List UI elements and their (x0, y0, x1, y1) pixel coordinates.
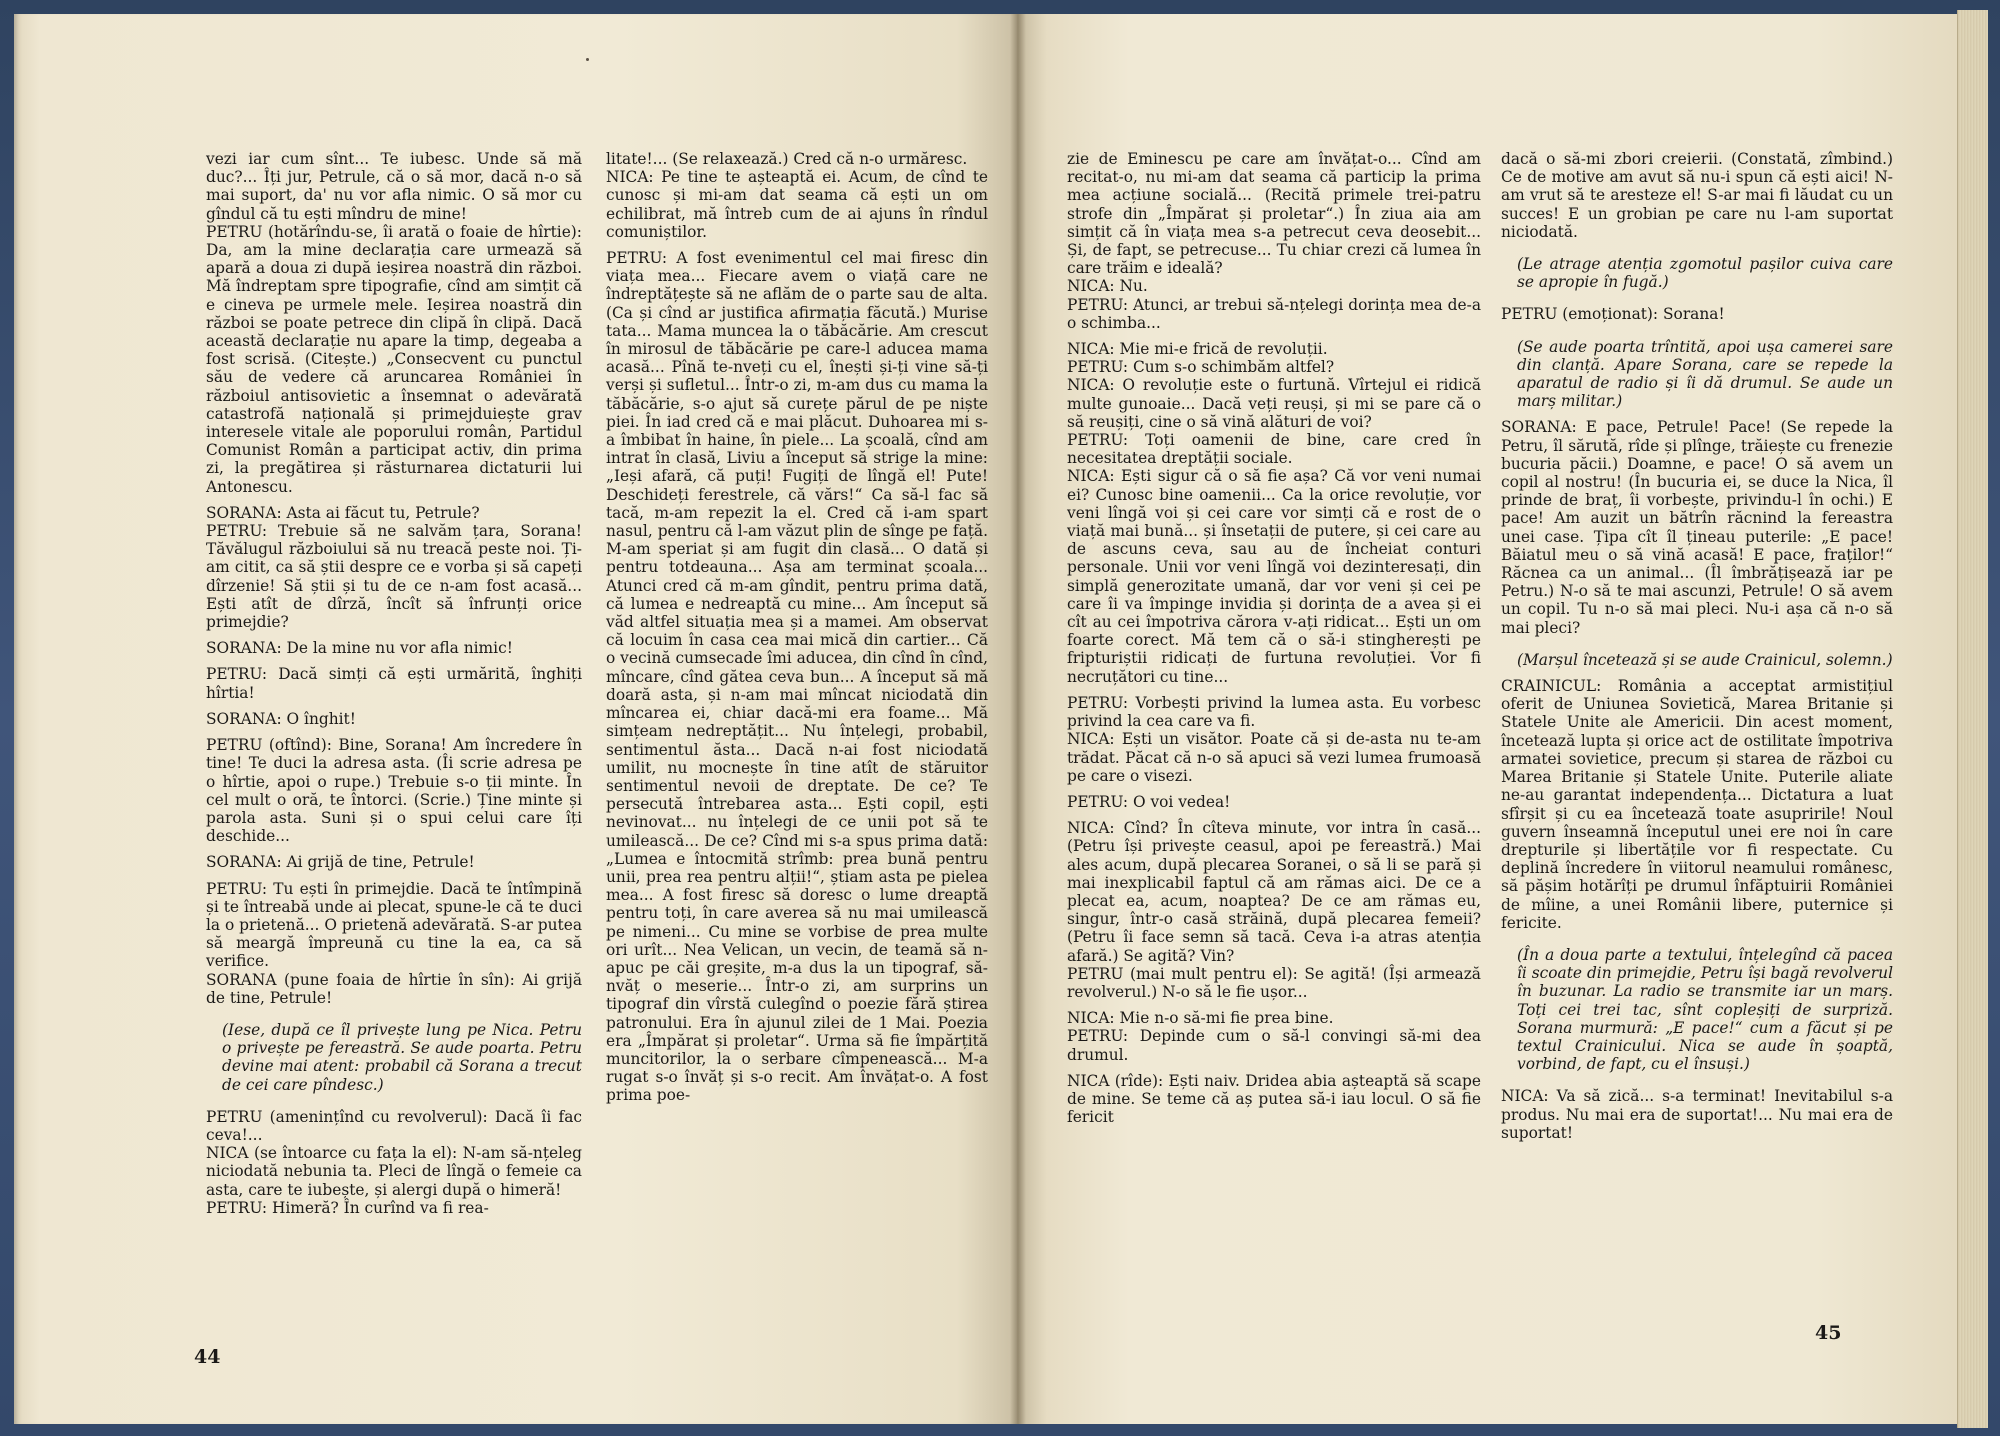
stage-direction: (Se aude poarta trîntită, apoi ușa camerei sare din clanță. Apare Sorana, care se repede la aparatul de radio și îi dă drumul. Se aude un marș militar.) (1517, 337, 1893, 411)
dialogue-line: NICA: Cînd? În cîteva minute, vor intra în casă... (Petru își privește ceasul, apoi pe fereastră.) Mai ales acum, după plecarea Soranei, o să li se pară și mai inexplicabil faptul că am rămas aici. De ce a plecat ea, acum, noaptea? De ce am rămas eu, singur, într-o casă străină, după plecarea femeii? (Petru îi face semn să tacă. Ceva i-a atras atenția afară.) Se agită? Vin? (1067, 819, 1481, 965)
stage-direction: (Le atrage atenția zgomotul pașilor cuiva care se apropie în fugă.) (1517, 255, 1893, 292)
dialogue-line: PETRU: O voi vedea! (1067, 792, 1231, 811)
dialogue-line: PETRU: Himeră? În curînd va fi rea- (206, 1198, 489, 1217)
dialogue-line: PETRU (oftînd): Bine, Sorana! Am încredere în tine! Te duci la adresa asta. (Îi scrie adresa pe o hîrtie, apoi o rupe.) Trebuie s-o ții minte. În cel mult o oră, te întorci. (Scrie.) Ține minte și parola asta. Suni și o spui celui care îți deschide... (206, 736, 582, 846)
dialogue-line: PETRU: Depinde cum o să-l convingi să-mi dea drumul. (1067, 1027, 1481, 1064)
text-paragraph: zie de Eminescu pe care am învățat-o... Cînd am recitat-o, nu mi-am dat seama că particip la prima mea acțiune socială... (Recită primele trei-patru strofe din „Împărat și proletar“.) În ziua aia am simțit că în viața mea s-a petrecut ceva deosebit... Și, de fapt, se petrecuse... Tu chiar crezi că lumea în care trăim e ideală? (1067, 150, 1481, 278)
dialogue-line: PETRU: Atunci, ar trebui să-nțelegi dorința mea de-a o schimba... (1067, 295, 1481, 332)
dialogue-line: PETRU: Vorbești privind la lumea asta. Eu vorbesc privind la cea care va fi. (1067, 693, 1481, 731)
page-number-right: 45 (1815, 1322, 1842, 1344)
dialogue-line: PETRU: Tu ești în primejdie. Dacă te întîmpină și te întreabă unde ai plecat, spune-le că te duci la o prietenă... O prietenă adevărată. S-ar putea să meargă împreună cu tine la ea, ca să verifice. (206, 879, 583, 971)
page-number-left: 44 (194, 1346, 221, 1368)
dialogue-line: PETRU: A fost evenimentul cel mai firesc din viața mea... Fiecare avem o viață care ne îndreptățește să ne aflăm de o parte sau de alta. (Ca și cînd ar justifica afirmația făcută.) Murise tata... Mama muncea la o tăbăcărie. Am crescut în mirosul de tăbăcărie pe care-l aducea mama acasă... Pînă te-nveți cu el, înești și-ți vine să-ți verși și sufletul... Într-o zi, m-am dus cu mama la tăbăcărie, s-o ajut să curețe părul de pe niște piei. În iad cred că e mai plăcut. Duhoarea mi s-a îmbibat în haine, în piele... La școală, cînd am intrat în clasă, Liviu a început să strige la mine: „Ieși afară, că puți! Fugiți de lîngă el! Pute! Deschideți ferestrele, că vărs!“ Ca să-l fac să tacă, m-am repezit la el. Cred că i-am spart nasul, pentru că l-am văzut plin de sînge pe față. M-am speriat și am fugit din clasă... O dată și pentru totdeauna... Așa am terminat școala... Atunci cred că m-am gîndit, pentru prima dată, că lumea e nedreaptă cu mine... Am început să văd altfel situația mea și a mamei. Am observat că locuim în casa cea mai mică din cartier... Că o vecină cumsecade îmi aducea, din cînd în cînd, mîncare, cînd gătea ceva bun... A început să mă doară asta, și n-am mai mîncat niciodată din mîncarea ei, chiar dacă-mi era foame... Mă simțeam nedreptățit... Nu înțelegi, probabil, sentimentul ăsta... Dacă n-ai fost niciodată umilit, nu mocnește în tine atît de stăruitor sentimentul nevoii de dreptate. De ce? Te persecută întrebarea asta... Ești copil, ești nevinovat... nu înțelegi de ce unii pot să te umilească... De ce? Cînd mi s-a spus prima dată: „Lumea e întocmită strîmb: prea bună pentru unii, prea rea pentru alții!“, știam asta pe pielea mea... A fost firesc să doresc o lume dreaptă pentru toți, în care averea să nu mai umilească pe nimeni... Cu mine se vorbise de prea multe ori urît... Nea Velican, un vecin, de teamă să n-apuc pe căi greșite, m-a dus la un tipograf, să-nvăț o meserie... Într-o zi, am surprins un tipograf din vîrstă culegînd o poezie fără știrea patronului. Era în ajunul zilei de 1 Mai. Poezia era „Împărat și proletar“. Urma să fie împărțită muncitorilor, la o serbare cîmpenească... M-a rugat s-o învăț și s-o recit. Am învățat-o. A fost prima poe- (606, 249, 988, 1105)
dialogue-line: SORANA (pune foaia de hîrtie în sîn): Ai grijă de tine, Petrule! (206, 970, 582, 1007)
dialogue-line: SORANA: E pace, Petrule! Pace! (Se repede la Petru, îl sărută, rîde și plînge, trăiește cu frenezie bucuria păcii.) Doamne, e pace! O să avem un copil al nostru! (În bucuria ei, se duce la Nica, îl prinde de braț, îi vorbește, privindu-l în ochi.) E pace! Am auzit un bătrîn răcnind la fereastra unei case. Țipa cît îl țineau puterile: „E pace! Băiatul meu o să vină acasă! E pace, fraților!“ Răcnea ca un animal... (Îl îmbrățișează iar pe Petru.) N-o să te mai ascunzi, Petrule! O să avem un copil. Tu n-o să mai pleci. Nu-i așa că n-o să mai pleci? (1501, 418, 1893, 637)
dialogue-line: PETRU (amenințînd cu revolverul): Dacă îi fac ceva!... (206, 1107, 582, 1144)
dialogue-line: NICA: O revoluție este o furtună. Vîrtejul ei ridică multe gunoaie... Dacă veți reuși, și mi se pare că o să reușiți, cine o să vină alături de voi? (1067, 376, 1481, 431)
dialogue-line: SORANA: Ai grijă de tine, Petrule! (206, 853, 475, 872)
stage-direction: (Iese, după ce îl privește lung pe Nica. Petru o privește pe fereastră. Se aude poarta. Petru devine mai atent: probabil că Sorana a trecut de cei care pîndesc.) (222, 1020, 582, 1094)
page-edges (1957, 10, 1988, 1428)
stage-direction: (Marșul încetează și se aude Crainicul, solemn.) (1517, 650, 1893, 669)
dialogue-line: NICA (se întoarce cu fața la el): N-am să-nțeleg niciodată nebunia ta. Pleci de lîngă o femeie ca asta, care te iubește, și alergi după o himeră! (206, 1144, 582, 1199)
dialogue-line: SORANA: O înghit! (206, 709, 356, 728)
text-paragraph: dacă o să-mi zbori creierii. (Constată, zîmbind.) Ce de motive am avut să nu-i spun că ești aici! N-am vrut să te aresteze el! S-ar mai fi lăudat cu un succes! E un grobian pe care nu l-am suportat niciodată. (1501, 150, 1893, 241)
dialogue-line: NICA: Va să zică... s-a terminat! Inevitabilul s-a produs. Nu mai era de suportat!... Nu mai era de suportat! (1501, 1087, 1893, 1142)
dialogue-line: SORANA: De la mine nu vor afla nimic! (206, 639, 513, 658)
dialogue-line: NICA: Ești un visător. Poate că și de-asta nu te-am trădat. Păcat că n-o să apuci să vezi lumea frumoasă pe care o visezi. (1067, 730, 1481, 785)
text-paragraph: litate!... (Se relaxează.) Cred că n-o urmăresc. (606, 150, 968, 168)
dialogue-line: PETRU: Dacă simți că ești urmărită, înghiți hîrtia! (206, 665, 582, 702)
dialogue-line: NICA: Mie n-o să-mi fie prea bine. (1067, 1009, 1334, 1028)
left-page-column-2 (606, 150, 988, 1105)
left-page-column-1 (206, 150, 582, 1217)
stage-direction: (În a doua parte a textului, înțelegînd că pacea îi scoate din primejdie, Petru își bagă revolverul în buzunar. La radio se transmite iar un marș. Toți cei trei tac, sînt copleșiți de surpriză. Sorana murmură: „E pace!“ cum a făcut și pe textul Crainicului. Nica se aude în șoaptă, vorbind, de fapt, cu el însuși.) (1517, 945, 1893, 1074)
dialogue-line: NICA: Ești sigur că o să fie așa? Că vor veni numai ei? Cunosc bine oamenii... Ca la orice revoluție, vor veni lîngă voi și cei care vor simți că e rost de o viață mai bună... și însetații de putere, și cei care au de ascuns ceva, sau au de încheiat conturi personale. Unii vor veni lîngă voi dezinteresați, din simplă generozitate umană, dar vor veni și cei pe care îi va împinge invidia și dorința de a avea și ei cît au cei împotriva cărora v-ați ridicat... Ești un om foarte corect. Mă tem că o să-i stingherești pe fripturiștii ridicați de furtuna revoluției. Vor fi necruțători cu tine... (1067, 467, 1481, 686)
dialogue-line: NICA (rîde): Ești naiv. Dridea abia așteaptă să scape de mine. Se teme că aș putea să-i iau locul. O să fie fericit (1067, 1071, 1481, 1127)
right-page-column-2 (1501, 150, 1893, 1142)
right-page (1017, 14, 1957, 1424)
print-speck (586, 58, 589, 61)
left-page (14, 14, 1017, 1424)
dialogue-line: CRAINICUL: România a acceptat armistițiul oferit de Uniunea Sovietică, Marea Britanie și Statele Unite ale Americii. Din acest moment, încetează lupta și orice act de ostilitate împotriva armatei sovietice, precum și starea de război cu Marea Britanie și Statele Unite. Puterile aliate ne-au garantat independența... Dictatura a luat sfîrșit și cu ea încetează toate asupririle! Noul guvern înseamnă începutul unei ere noi în care drepturile și libertățile vor fi respectate. Cu deplină încredere în viitorul neamului românesc, să pășim hotărîți pe drumul înfăptuirii României de mîine, a unei Românii libere, puternice și fericite. (1501, 677, 1893, 932)
dialogue-line: PETRU (mai mult pentru el): Se agită! (Își armează revolverul.) N-o să le fie ușor... (1067, 964, 1481, 1001)
book-gutter (1010, 14, 1026, 1424)
text-paragraph: vezi iar cum sînt... Te iubesc. Unde să mă duc?... Îți jur, Petrule, că o să mor, dacă n-o să mai suport, da' nu vor afla nimic. O să mor cu gîndul că tu ești mîndru de mine! (206, 150, 582, 223)
dialogue-line: NICA: Pe tine te așteaptă ei. Acum, de cînd te cunosc și mi-am dat seama că ești un om echilibrat, mă întreb cum de ai ajuns în rîndul comuniștilor. (606, 168, 988, 241)
dialogue-line: NICA: Nu. (1067, 277, 1148, 296)
dialogue-line: NICA: Mie mi-e frică de revoluții. (1067, 340, 1328, 359)
dialogue-line: PETRU: Trebuie să ne salvăm țara, Sorana! Tăvălugul războiului să nu treacă peste noi. Ți-am citit, ca să știi despre ce e vorba și să capeți dîrzenie! Să știi și tu de ce n-am fost acasă... Ești atît de dîrză, încît să înfrunți orice primejdie? (206, 522, 582, 632)
dialogue-line: PETRU: Toți oamenii de bine, care cred în necesitatea dreptății sociale. (1067, 431, 1481, 468)
dialogue-line: PETRU (hotărîndu-se, îi arată o foaie de hîrtie): Da, am la mine declarația care urmează să apară a doua zi după ieșirea noastră din război. Mă îndreptam spre tipografie, cînd am simțit că e cineva pe urmele mele. Ieșirea noastră din război se poate petrece din clipă în clipă. Dacă această declarație nu apare la timp, degeaba a fost scrisă. (Citește.) „Consecvent cu punctul său de vedere că aruncarea României în războiul antisovietic a însemnat o adevărată catastrofă națională și primejduiește grav interesele vitale ale poporului român, Partidul Comunist Român a participat activ, din prima zi, la pregătirea și răsturnarea dictaturii lui Antonescu. (206, 222, 582, 496)
dialogue-line: SORANA: Asta ai făcut tu, Petrule? (206, 503, 480, 522)
dialogue-line: PETRU (emoționat): Sorana! (1501, 305, 1725, 324)
right-page-column-1 (1067, 150, 1481, 1126)
dialogue-line: PETRU: Cum s-o schimbăm altfel? (1067, 358, 1335, 377)
